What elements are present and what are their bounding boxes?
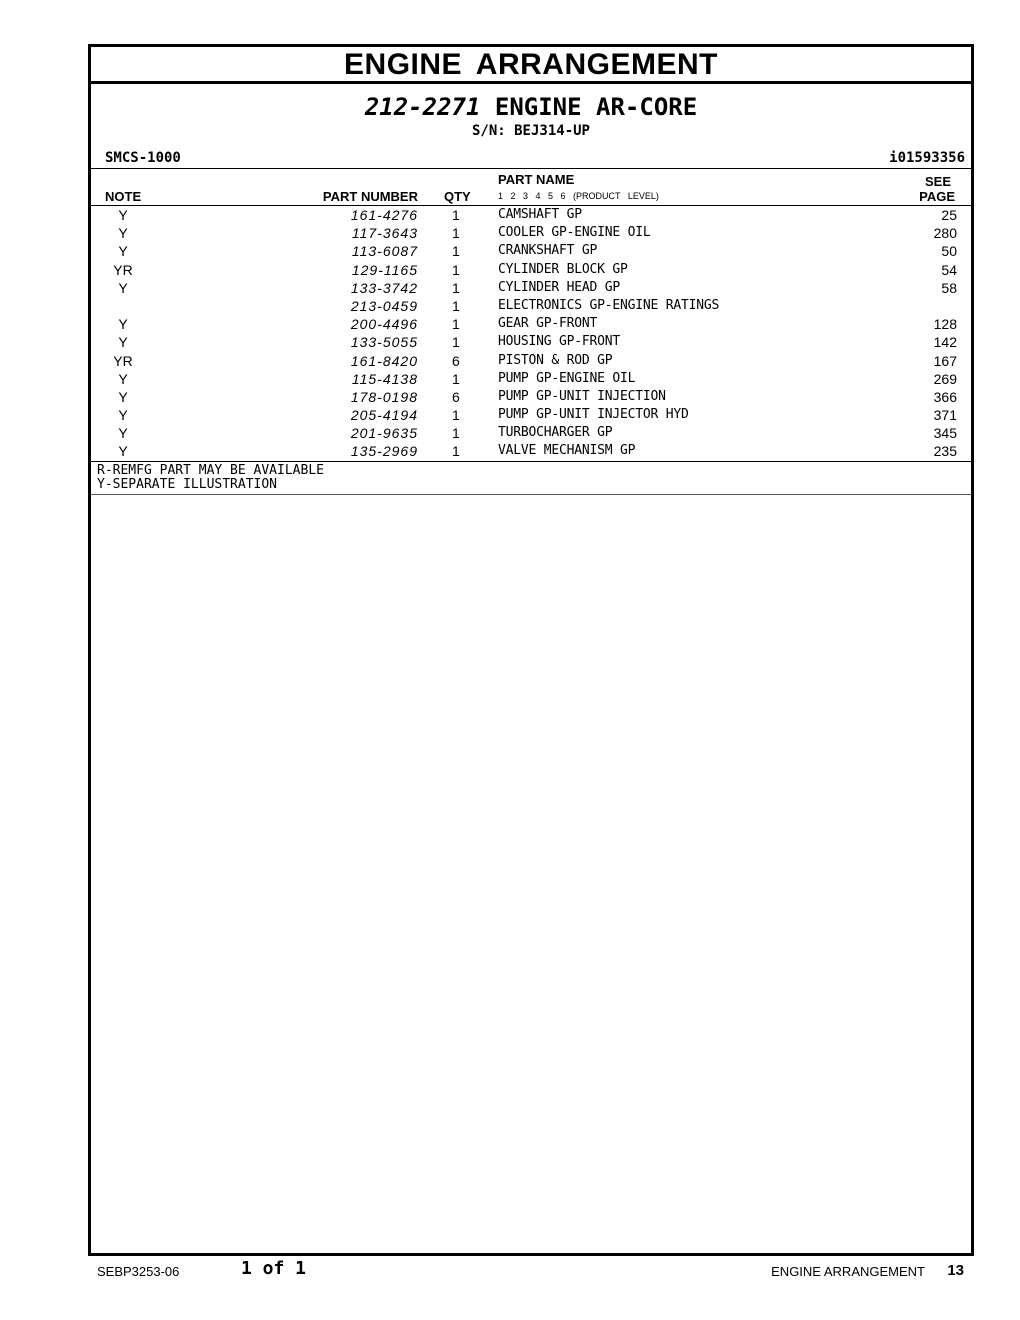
group-title bbox=[91, 94, 971, 120]
part-number-cell: 115-4138 bbox=[351, 370, 418, 387]
note-line: Y-SEPARATE ILLUSTRATION bbox=[97, 477, 278, 493]
qty-cell: 1 bbox=[452, 279, 460, 296]
qty-cell: 1 bbox=[452, 334, 460, 351]
part-number-cell: 213-0459 bbox=[350, 297, 418, 314]
column-header-see: SEE bbox=[924, 174, 951, 189]
table-row bbox=[91, 206, 971, 224]
part-number-cell: 135-2969 bbox=[350, 443, 418, 460]
note-code: Y bbox=[118, 316, 128, 333]
qty-cell: 1 bbox=[452, 370, 460, 387]
table-row bbox=[91, 352, 971, 370]
table-row bbox=[91, 224, 971, 242]
see-page-cell: 54 bbox=[941, 261, 957, 278]
note-code: Y bbox=[118, 225, 128, 242]
see-page-cell: 371 bbox=[933, 407, 957, 424]
qty-cell: 1 bbox=[452, 425, 460, 442]
publication-number: SEBP3253-06 bbox=[97, 1264, 180, 1279]
part-number-cell: 161-4276 bbox=[350, 207, 418, 223]
column-header-qty: QTY bbox=[444, 189, 471, 204]
note-line: R-REMFG PART MAY BE AVAILABLE bbox=[97, 462, 324, 478]
illustration-id: i01593356 bbox=[889, 150, 965, 166]
note-code: Y bbox=[118, 443, 128, 460]
parts-table-body bbox=[91, 206, 971, 462]
note-code: Y bbox=[118, 388, 128, 405]
see-page-cell: 235 bbox=[933, 443, 957, 460]
note-code: Y bbox=[118, 407, 128, 424]
group-name: ENGINE AR-CORE bbox=[494, 93, 698, 121]
qty-cell: 1 bbox=[452, 297, 460, 314]
section-name: ENGINE ARRANGEMENT bbox=[771, 1264, 925, 1279]
table-row bbox=[91, 315, 971, 333]
page-footer bbox=[0, 1258, 1020, 1282]
part-name-cell: PISTON & ROD GP bbox=[498, 352, 613, 368]
page-title: ENGINE ARRANGEMENT bbox=[91, 47, 971, 84]
note-code: YR bbox=[113, 261, 133, 278]
page-number: 13 bbox=[947, 1262, 964, 1279]
qty-cell: 1 bbox=[452, 261, 460, 278]
note-code: Y bbox=[118, 370, 128, 387]
notes-legend bbox=[91, 462, 971, 495]
part-name-cell: TURBOCHARGER GP bbox=[498, 425, 613, 441]
see-page-cell: 345 bbox=[933, 425, 957, 442]
note-code: Y bbox=[118, 243, 128, 260]
table-row bbox=[91, 261, 971, 279]
see-page-cell: 25 bbox=[941, 207, 957, 223]
note-code: Y bbox=[118, 334, 128, 351]
see-page-cell: 142 bbox=[933, 334, 957, 351]
table-row bbox=[91, 406, 971, 424]
note-code: Y bbox=[118, 279, 128, 296]
column-header-page: PAGE bbox=[919, 189, 955, 204]
table-row bbox=[91, 279, 971, 297]
part-name-cell: CAMSHAFT GP bbox=[498, 207, 582, 222]
note-code: Y bbox=[118, 425, 128, 442]
part-number-cell: 201-9635 bbox=[350, 425, 418, 442]
see-page-cell: 366 bbox=[933, 388, 957, 405]
product-level-legend: 1 2 3 4 5 6 (PRODUCT LEVEL) bbox=[498, 191, 659, 201]
part-name-cell: CYLINDER BLOCK GP bbox=[498, 261, 628, 277]
part-name-cell: PUMP GP-UNIT INJECTOR HYD bbox=[498, 407, 689, 423]
group-header bbox=[91, 84, 971, 169]
page-of-count: 1 of 1 bbox=[241, 1258, 307, 1279]
part-number-cell: 117-3643 bbox=[351, 225, 418, 242]
table-row bbox=[91, 297, 971, 315]
part-number-cell: 133-3742 bbox=[350, 279, 418, 296]
column-header-part-number: PART NUMBER bbox=[322, 189, 418, 204]
table-row bbox=[91, 333, 971, 351]
column-header-note: NOTE bbox=[105, 189, 142, 204]
see-page-cell: 269 bbox=[933, 370, 957, 387]
part-name-cell: CYLINDER HEAD GP bbox=[498, 279, 621, 295]
group-part-number: 212-2271 bbox=[364, 93, 481, 121]
qty-cell: 1 bbox=[452, 225, 460, 242]
serial-number-range: S/N: BEJ314-UP bbox=[471, 123, 590, 139]
qty-cell: 1 bbox=[452, 243, 460, 260]
see-page-cell: 167 bbox=[933, 352, 957, 369]
table-row bbox=[91, 242, 971, 260]
part-number-cell: 113-6087 bbox=[351, 243, 418, 260]
note-code: Y bbox=[118, 207, 128, 223]
column-header-part-name: PART NAME bbox=[498, 172, 575, 187]
table-row bbox=[91, 388, 971, 406]
note-code: YR bbox=[113, 352, 133, 369]
qty-cell: 1 bbox=[452, 207, 460, 223]
part-number-cell: 200-4496 bbox=[350, 316, 418, 333]
part-name-cell: ELECTRONICS GP-ENGINE RATINGS bbox=[498, 297, 720, 313]
qty-cell: 1 bbox=[452, 407, 460, 424]
table-row bbox=[91, 442, 971, 461]
qty-cell: 1 bbox=[452, 316, 460, 333]
part-number-cell: 133-5055 bbox=[350, 334, 418, 351]
part-name-cell: PUMP GP-UNIT INJECTION bbox=[498, 388, 666, 404]
part-number-cell: 205-4194 bbox=[350, 407, 418, 424]
part-name-cell: PUMP GP-ENGINE OIL bbox=[498, 370, 636, 386]
part-number-cell: 178-0198 bbox=[350, 388, 418, 405]
part-name-cell: VALVE MECHANISM GP bbox=[498, 443, 636, 459]
smcs-code: SMCS-1000 bbox=[105, 150, 181, 166]
qty-cell: 6 bbox=[452, 388, 460, 405]
part-number-cell: 129-1165 bbox=[351, 261, 418, 278]
qty-cell: 1 bbox=[452, 443, 460, 460]
qty-cell: 6 bbox=[452, 352, 460, 369]
table-header bbox=[91, 169, 971, 206]
part-name-cell: HOUSING GP-FRONT bbox=[498, 334, 621, 350]
part-name-cell: GEAR GP-FRONT bbox=[498, 316, 598, 332]
table-row bbox=[91, 370, 971, 388]
see-page-cell: 58 bbox=[941, 279, 957, 296]
table-row bbox=[91, 424, 971, 442]
part-name-cell: COOLER GP-ENGINE OIL bbox=[498, 225, 651, 241]
part-number-cell: 161-8420 bbox=[350, 352, 418, 369]
see-page-cell: 128 bbox=[933, 316, 957, 333]
part-name-cell: CRANKSHAFT GP bbox=[498, 243, 598, 259]
see-page-cell: 50 bbox=[941, 243, 957, 260]
see-page-cell: 280 bbox=[933, 225, 957, 242]
parts-page-frame bbox=[88, 44, 974, 1256]
